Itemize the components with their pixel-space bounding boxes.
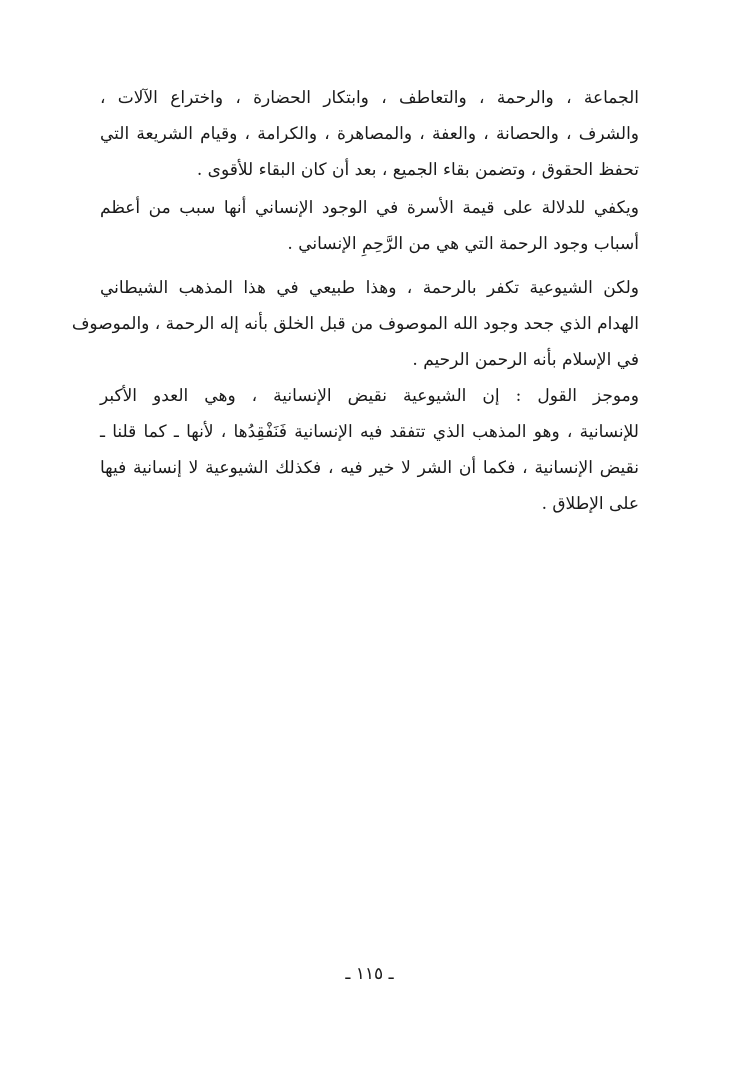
text-line: والشرف ، والحصانة ، والعفة ، والمصاهرة ، والكرامة ، وقيام الشريعة التي [100,124,639,144]
text-line: الجماعة ، والرحمة ، والتعاطف ، وابتكار الحضارة ، واختراع الآلات ، [100,88,639,108]
text-line: ويكفي للدلالة على قيمة الأسرة في الوجود الإنساني أنها سبب من أعظم [100,198,639,218]
text-line: نقيض الإنسانية ، فكما أن الشر لا خير فيه ، فكذلك الشيوعية لا إنسانية فيها [100,458,639,478]
text-line: وموجز القول : إن الشيوعية نقيض الإنسانية ، وهي العدو الأكبر [100,386,639,406]
text-line: للإنسانية ، وهو المذهب الذي تتفقد فيه الإنسانية فَنَفْقِدُها ، لأنها ـ كما قلنا ـ [100,422,639,442]
paragraph-3 [71,270,639,378]
text-line: على الإطلاق . [541,494,639,514]
text-line: أسباب وجود الرحمة التي هي من الرَّحِمِ الإنساني . [287,234,639,254]
text-line: ولكن الشيوعية تكفر بالرحمة ، وهذا طبيعي في هذا المذهب الشيطاني [100,278,639,298]
paragraph-2 [100,190,639,262]
page-number: ـ ١١٥ ـ [345,964,394,984]
paragraph-4 [100,378,639,522]
text-line: تحفظ الحقوق ، وتضمن بقاء الجميع ، بعد أن كان البقاء للأقوى . [196,160,639,180]
paragraph-1 [100,80,639,188]
text-line: الهدام الذي جحد وجود الله الموصوف من قبل الخلق بأنه إله الرحمة ، والموصوف [71,314,639,334]
text-line: في الإسلام بأنه الرحمن الرحيم . [412,350,639,370]
